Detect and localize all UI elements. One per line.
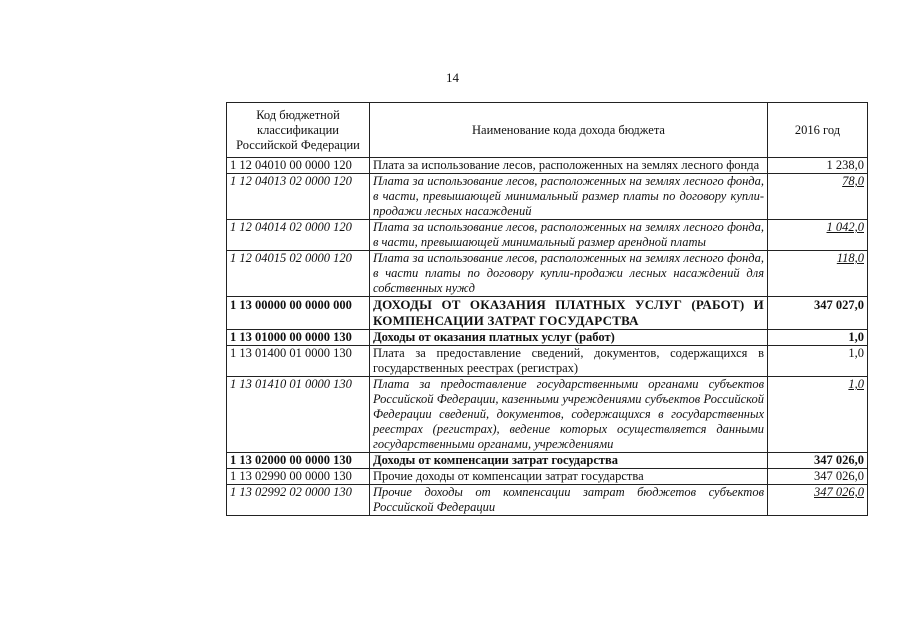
table-row xyxy=(227,297,868,330)
table-row xyxy=(227,453,868,469)
cell-name: Плата за предоставление государственными органами субъектов Российской Федерации, казенными учреждениями субъектов Российской Федерации сведений, документов, содержащихся в государственных реестрах (регистрах), ведение которых осуществляется данными государственными органами, учреждениями xyxy=(370,377,768,453)
table-row xyxy=(227,174,868,220)
cell-amount: 1 042,0 xyxy=(768,220,868,251)
table-row xyxy=(227,220,868,251)
header-name: Наименование кода дохода бюджета xyxy=(370,103,768,158)
header-code: Код бюджетной классификации Российской Федерации xyxy=(227,103,370,158)
cell-code: 1 13 00000 00 0000 000 xyxy=(227,297,370,330)
cell-name: Плата за использование лесов, расположенных на землях лесного фонда, в части, превышающей минимальный размер платы по договору купли-продажи лесных насаждений xyxy=(370,174,768,220)
cell-name: Плата за предоставление сведений, документов, содержащихся в государственных реестрах (регистрах) xyxy=(370,346,768,377)
page-number: 14 xyxy=(446,70,459,85)
cell-amount: 1,0 xyxy=(768,377,868,453)
cell-code: 1 12 04014 02 0000 120 xyxy=(227,220,370,251)
cell-code: 1 12 04013 02 0000 120 xyxy=(227,174,370,220)
cell-code: 1 12 04010 00 0000 120 xyxy=(227,158,370,174)
cell-code: 1 13 01400 01 0000 130 xyxy=(227,346,370,377)
cell-name: Прочие доходы от компенсации затрат государства xyxy=(370,469,768,485)
cell-amount: 1,0 xyxy=(768,346,868,377)
cell-amount: 347 026,0 xyxy=(768,469,868,485)
cell-code: 1 12 04015 02 0000 120 xyxy=(227,251,370,297)
cell-code: 1 13 02992 02 0000 130 xyxy=(227,485,370,516)
cell-name: Плата за использование лесов, расположенных на землях лесного фонда, в части платы по договору купли-продажи лесных насаждений для собственных нужд xyxy=(370,251,768,297)
cell-code: 1 13 02990 00 0000 130 xyxy=(227,469,370,485)
cell-name: Плата за использование лесов, расположенных на землях лесного фонда xyxy=(370,158,768,174)
table-row xyxy=(227,158,868,174)
cell-amount: 1 238,0 xyxy=(768,158,868,174)
cell-name: Прочие доходы от компенсации затрат бюджетов субъектов Российской Федерации xyxy=(370,485,768,516)
cell-amount: 347 026,0 xyxy=(768,485,868,516)
table-row xyxy=(227,251,868,297)
cell-name: ДОХОДЫ ОТ ОКАЗАНИЯ ПЛАТНЫХ УСЛУГ (РАБОТ) И КОМПЕНСАЦИИ ЗАТРАТ ГОСУДАРСТВА xyxy=(370,297,768,330)
cell-amount: 347 027,0 xyxy=(768,297,868,330)
cell-name: Доходы от компенсации затрат государства xyxy=(370,453,768,469)
cell-code: 1 13 01000 00 0000 130 xyxy=(227,330,370,346)
table-row xyxy=(227,469,868,485)
cell-amount: 78,0 xyxy=(768,174,868,220)
cell-code: 1 13 01410 01 0000 130 xyxy=(227,377,370,453)
table-row xyxy=(227,330,868,346)
table-header-row xyxy=(227,103,868,158)
cell-name: Доходы от оказания платных услуг (работ) xyxy=(370,330,768,346)
budget-table xyxy=(226,102,868,516)
cell-amount: 347 026,0 xyxy=(768,453,868,469)
cell-amount: 118,0 xyxy=(768,251,868,297)
header-year: 2016 год xyxy=(768,103,868,158)
cell-amount: 1,0 xyxy=(768,330,868,346)
cell-code: 1 13 02000 00 0000 130 xyxy=(227,453,370,469)
table-row xyxy=(227,377,868,453)
table-row xyxy=(227,485,868,516)
cell-name: Плата за использование лесов, расположенных на землях лесного фонда, в части, превышающей минимальный размер арендной платы xyxy=(370,220,768,251)
table-row xyxy=(227,346,868,377)
